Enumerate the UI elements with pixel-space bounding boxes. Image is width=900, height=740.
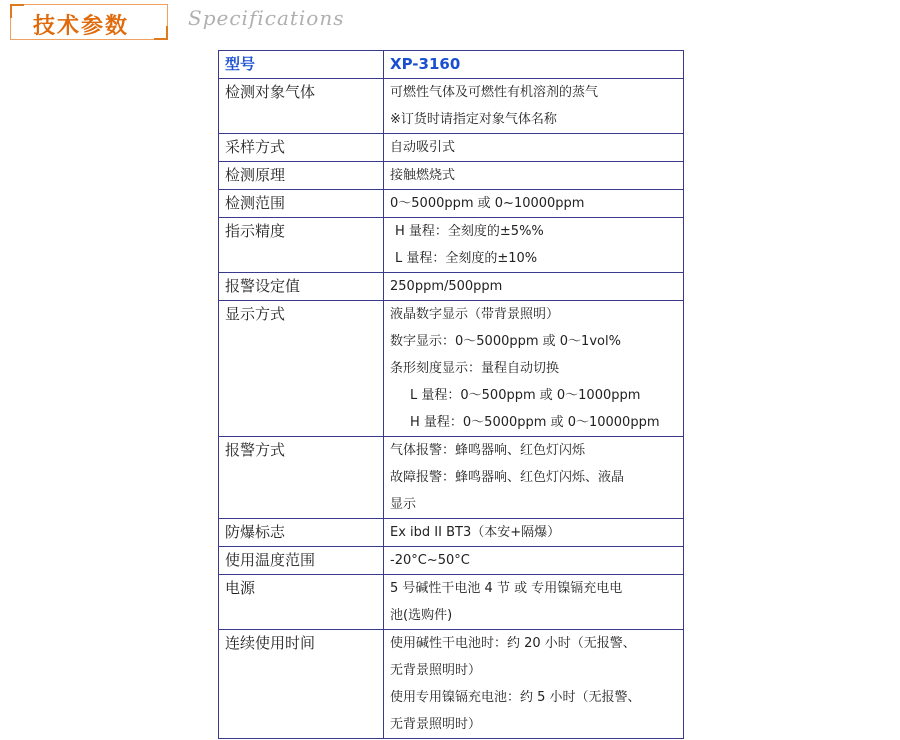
spec-key: 检测原理 [219, 162, 384, 190]
spec-key: 指示精度 [219, 218, 384, 273]
spec-key: 检测对象气体 [219, 79, 384, 134]
spec-value [384, 575, 684, 630]
spec-key: 报警设定值 [219, 273, 384, 301]
table-row [219, 218, 684, 273]
spec-value [384, 437, 684, 519]
spec-value [384, 301, 684, 437]
spec-key: 防爆标志 [219, 519, 384, 547]
spec-key: 电源 [219, 575, 384, 630]
spec-value-line: XP-3160 [390, 55, 461, 73]
corner-ornament-icon [10, 4, 24, 18]
section-header [10, 2, 410, 42]
spec-key: 连续使用时间 [219, 630, 384, 739]
spec-value [384, 79, 684, 134]
spec-value [384, 134, 684, 162]
spec-value-line: L 量程：0～500ppm 或 0～1000ppm [410, 388, 641, 403]
spec-value [384, 218, 684, 273]
table-row [219, 190, 684, 218]
spec-key: 采样方式 [219, 134, 384, 162]
spec-value-line: H 量程：全刻度的±5%% [395, 224, 544, 239]
spec-value [384, 51, 684, 79]
spec-key: 检测范围 [219, 190, 384, 218]
spec-value [384, 519, 684, 547]
table-row [219, 519, 684, 547]
spec-value-line: 液晶数字显示（带背景照明） [390, 307, 560, 322]
table-row [219, 547, 684, 575]
spec-key: 型号 [219, 51, 384, 79]
spec-value-line: L 量程：全刻度的±10% [395, 251, 538, 266]
title-box [10, 4, 168, 40]
spec-value-line: 5 号碱性干电池 4 节 或 专用镍镉充电电 [390, 581, 623, 596]
spec-value [384, 162, 684, 190]
spec-value-line: 使用碱性干电池时：约 20 小时（无报警、 [390, 636, 636, 651]
table-row [219, 51, 684, 79]
spec-value-line: ※订货时请指定对象气体名称 [390, 112, 557, 127]
spec-value-line: 自动吸引式 [390, 140, 456, 155]
table-row [219, 575, 684, 630]
section-title: 技术参数 [33, 14, 130, 39]
table-row [219, 134, 684, 162]
spec-value-line: 接触燃烧式 [390, 168, 456, 183]
corner-ornament-icon [154, 26, 168, 40]
spec-value [384, 190, 684, 218]
spec-value-line: Ex ibd II BT3（本安+隔爆） [390, 525, 561, 540]
spec-value-line: 条形刻度显示：量程自动切换 [390, 361, 560, 376]
table-row [219, 162, 684, 190]
spec-key: 显示方式 [219, 301, 384, 437]
spec-value-line: 无背景照明时） [390, 717, 482, 732]
spec-value [384, 273, 684, 301]
spec-value-line: 无背景照明时） [390, 663, 482, 678]
spec-value-line: 数字显示：0～5000ppm 或 0～1vol% [390, 334, 621, 349]
spec-value-line: 显示 [390, 497, 417, 512]
spec-key: 使用温度范围 [219, 547, 384, 575]
spec-value-line: -20°C~50°C [390, 553, 470, 568]
spec-value [384, 630, 684, 739]
spec-value-line: 气体报警：蜂鸣器响、红色灯闪烁 [390, 443, 586, 458]
spec-value-line: 故障报警：蜂鸣器响、红色灯闪烁、液晶 [390, 470, 625, 485]
spec-value-line: 可燃性气体及可燃性有机溶剂的蒸气 [390, 85, 599, 100]
table-row [219, 79, 684, 134]
spec-value [384, 547, 684, 575]
spec-table [218, 50, 684, 739]
section-subtitle: Specifications [188, 6, 345, 30]
table-row [219, 437, 684, 519]
table-row [219, 273, 684, 301]
spec-value-line: 0～5000ppm 或 0~10000ppm [390, 196, 585, 211]
spec-value-line: 250ppm/500ppm [390, 279, 503, 294]
table-row [219, 301, 684, 437]
spec-value-line: 使用专用镍镉充电池：约 5 小时（无报警、 [390, 690, 641, 705]
spec-key: 报警方式 [219, 437, 384, 519]
spec-value-line: H 量程：0～5000ppm 或 0～10000ppm [410, 415, 660, 430]
spec-value-line: 池(选购件) [390, 608, 453, 623]
table-row [219, 630, 684, 739]
